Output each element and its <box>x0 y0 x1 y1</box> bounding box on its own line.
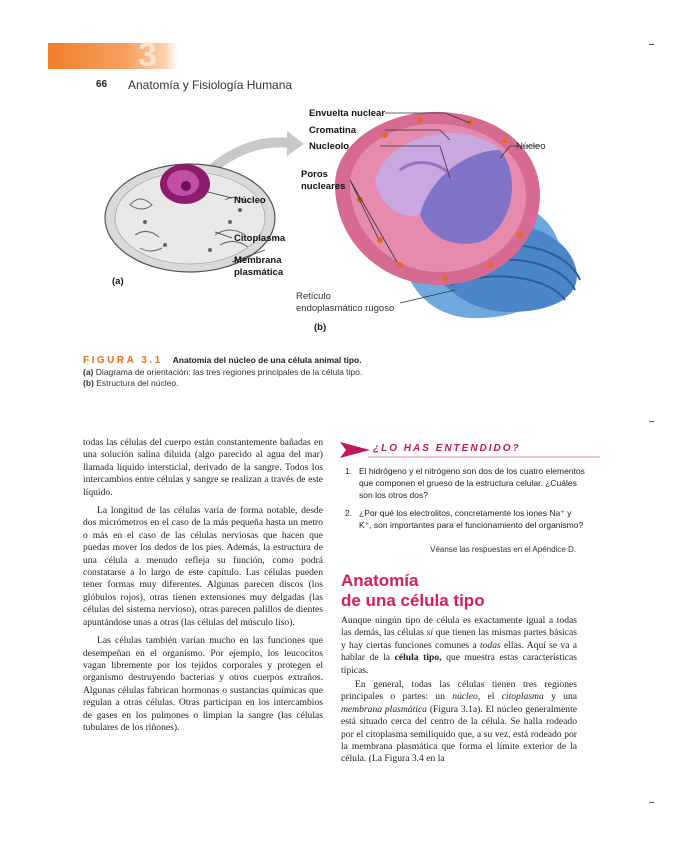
caption-a-label: (a) <box>83 367 94 377</box>
body-text-left <box>83 437 323 734</box>
paragraph: todas las células del cuerpo están constantemente bañadas en una solución salina diluida (algo parecido al agua del mar) llamada líquido intersticial, derivado de la sangre. Todos los intercambios entre células y sangre se realizan a través de este líquido. <box>83 437 323 498</box>
quiz-item <box>345 466 585 501</box>
section-title <box>341 571 485 611</box>
label-pores-2: nucleares <box>301 181 346 192</box>
chapter-number: 3 <box>138 36 157 74</box>
margin-tick <box>649 421 654 422</box>
label-nucleolus: Nucleolo <box>309 141 350 152</box>
paragraph: Aunque ningún tipo de célula es exactamente igual a todas las demás, las células sí que tienen las mismas partes básicas y hay ciertas funciones comunes a todas ellas. Aquí se va a hablar de la célula tipo, que muestra estas características típicas. <box>341 615 578 676</box>
quiz-question: El hidrógeno y el nitrógeno son dos de los cuatro elementos que componen el grueso de la estructura celular. ¿Cuáles son los otros dos? <box>359 466 585 500</box>
quiz-arrow-icon <box>340 442 370 458</box>
panel-a-label: (a) <box>112 276 124 287</box>
label-pores-1: Poros <box>301 169 328 180</box>
label-cytoplasm: Citoplasma <box>234 233 286 244</box>
quiz-title: ¿LO HAS ENTENDIDO? <box>373 443 521 454</box>
label-nucleus-b: Núcleo <box>516 141 546 152</box>
label-envelope: Envuelta nuclear <box>309 108 386 119</box>
section-title-line: Anatomía <box>341 571 419 590</box>
label-membrane-1: Membrana <box>234 255 282 266</box>
label-chromatin: Cromatina <box>309 125 356 136</box>
quiz-item <box>345 508 585 532</box>
label-er-1: Retículo <box>296 291 331 302</box>
quiz-item-number: 1. <box>345 466 353 476</box>
label-er-2: endoplasmático rugoso <box>296 303 395 314</box>
quiz-item-number: 2. <box>345 508 353 519</box>
caption-line-b <box>83 378 178 388</box>
paragraph: En general, todas las células tienen tres regiones principales o partes: un núcleo, el citoplasma y una membrana plasmática (Figura 3.1a). El núcleo generalmente está situado cerca del centro de la célula. Se halla rodeado por el citoplasma semilíquido que, a su vez, está rodeado por la membrana plasmática que forma el límite exterior de la célula. (La Figura 3.4 en la <box>341 679 577 765</box>
body-text-right <box>341 615 577 766</box>
section-title-line: de una célula tipo <box>341 591 485 610</box>
panel-b-label: (b) <box>314 322 327 333</box>
zoom-arrowhead <box>287 131 304 156</box>
figure-number: FIGURA 3.1 <box>83 355 163 366</box>
quiz-question: ¿Por qué los electrolitos, concretamente los iones Na⁺ y K⁺, son importantes para el funcionamiento del organismo? <box>359 508 584 531</box>
label-nucleus-a: Núcleo <box>234 195 266 206</box>
paragraph: La longitud de las células varía de forma notable, desde dos micrómetros en el caso de la más pequeña hasta un metro o más en el caso de las células nerviosas que hacen que puedas mover los dedos de los pies. Además, la estructura de una célula a menudo refleja su función, como podrá constatarse a lo largo de este capítulo. Las células pueden tener formas muy diferentes. Algunas parecen discos (los glóbulos rojos), otras tienen extensiones muy delgadas (las células del sistema nervioso), otras parecen palillos de dientes apuntándose unas a otras (las células del músculo liso). <box>83 505 323 628</box>
quiz-list <box>345 466 585 539</box>
caption-b-label: (b) <box>83 378 94 388</box>
figure-caption-title <box>83 355 362 366</box>
page-number: 66 <box>96 79 108 90</box>
book-title: Anatomía y Fisiología Humana <box>128 78 293 92</box>
cell-figure <box>0 0 692 348</box>
caption-b-text: Estructura del núcleo. <box>93 378 179 388</box>
quiz-answers-ref: Véanse las respuestas en el Apéndice D. <box>430 545 576 554</box>
label-membrane-2: plasmática <box>234 267 284 278</box>
paragraph: Las células también varían mucho en las funciones que desempeñan en el organismo. Por ejemplo, los leucocitos vagan libremente por los tejidos corporales y protegen el organismo destruyendo bacterias y otros cuerpos extraños. Algunas células fabrican hormonas o sustancias químicas que regulan a otras células. Otras participan en los intercambios de gases en los pulmones o limpian la sangre (las células tubulares de los riñones). <box>83 635 323 733</box>
figure-title: Anatomía del núcleo de una célula animal tipo. <box>172 355 362 365</box>
caption-a-text: Diagrama de orientación: las tres regiones principales de la célula tipo. <box>93 367 363 377</box>
margin-tick <box>649 802 654 803</box>
caption-line-a <box>83 367 362 377</box>
